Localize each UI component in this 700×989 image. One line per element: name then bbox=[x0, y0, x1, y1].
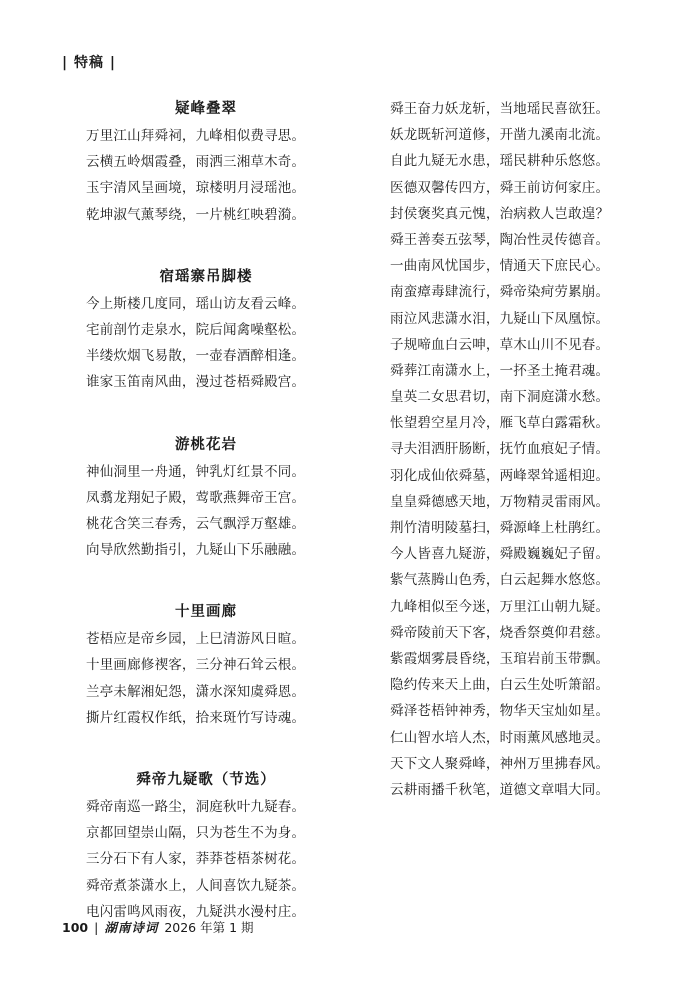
poem-line: 电闪雷鸣风雨夜，九疑洪水漫村庄。 bbox=[86, 903, 306, 920]
poem-line: 神仙洞里一舟通，钟乳灯红景不同。 bbox=[86, 463, 306, 480]
poem-line: 谁家玉笛南风曲，漫过苍梧舜殿宫。 bbox=[86, 374, 306, 391]
poem-line: 云耕雨播千秋笔，道德文章唱大同。 bbox=[390, 781, 610, 798]
poem-line: 舜帝南巡一路尘，洞庭秋叶九疑春。 bbox=[86, 799, 306, 815]
poem-line: 雨泣风悲潇水泪，九疑山下凤凰惊。 bbox=[390, 310, 610, 327]
poem bbox=[86, 96, 326, 228]
poem-title: 十里画廊 bbox=[175, 603, 237, 621]
poem-line: 桃花含笑三春秀，云气飘浮万壑雄。 bbox=[86, 515, 306, 532]
poem bbox=[86, 432, 326, 564]
poem-line: 皇皇舜德感天地，万物精灵雷雨风。 bbox=[390, 493, 610, 510]
poem-line: 舜王奋力妖龙斩，当地瑶民喜欲狂。 bbox=[390, 101, 610, 117]
right-column bbox=[390, 96, 630, 803]
poem-line: 舜帝煮茶潇水上，人间喜饮九疑茶。 bbox=[86, 877, 306, 894]
poem-line: 凤翥龙翔妃子殿，莺歌燕舞帝王宫。 bbox=[86, 489, 306, 506]
poem-line: 舜帝陵前天下客，烧香祭奠仰君慈。 bbox=[390, 624, 610, 641]
poem-line: 撕片红霞权作纸，拾来斑竹写诗魂。 bbox=[86, 709, 306, 726]
poem-line: 隐约传来天上曲，白云生处听箫韶。 bbox=[390, 677, 610, 694]
poem-line: 天下文人聚舜峰，神州万里拂春风。 bbox=[390, 755, 610, 772]
page-footer bbox=[62, 919, 254, 937]
poem-line: 半缕炊烟飞易散，一壶春酒醉相逢。 bbox=[86, 348, 306, 365]
magazine-title: 湖南诗词 bbox=[104, 920, 159, 935]
poem-line: 怅望碧空星月冷，雁飞草白露霜秋。 bbox=[390, 415, 610, 432]
poem-title: 舜帝九疑歌（节选） bbox=[136, 771, 276, 788]
poem-line: 羽化成仙依舜墓，两峰翠耸遥相迎。 bbox=[390, 467, 610, 484]
poem-line: 妖龙既斩河道修，开凿九溪南北流。 bbox=[390, 127, 610, 144]
poem-line: 南蛮瘴毒肆流行，舜帝染疴劳累崩。 bbox=[390, 284, 610, 301]
poem-line: 荆竹清明陵墓扫，舜源峰上杜鹃红。 bbox=[390, 520, 610, 536]
poem-title: 疑峰叠翠 bbox=[175, 100, 237, 117]
poem-title: 宿瑶寨吊脚楼 bbox=[159, 267, 253, 285]
poem-line: 向导欣然勤指引，九疑山下乐融融。 bbox=[86, 542, 306, 559]
poem-line: 今人皆喜九疑游，舜殿巍巍妃子留。 bbox=[390, 546, 610, 563]
poem-line: 九峰相似至今迷，万里江山朝九疑。 bbox=[390, 598, 610, 615]
poem-line: 自此九疑无水患，瑶民耕种乐悠悠。 bbox=[390, 153, 610, 170]
poem-line: 宅前剖竹走泉水，院后闻禽噪壑松。 bbox=[86, 321, 306, 338]
poem bbox=[86, 264, 326, 396]
poem-line: 皇英二女思君切，南下洞庭潇水愁。 bbox=[390, 389, 610, 406]
poem-line: 苍梧应是帝乡园，上巳清游风日暄。 bbox=[86, 631, 306, 648]
poem-line: 乾坤淑气薰琴绕，一片桃红映碧漪。 bbox=[86, 206, 306, 223]
poem-line: 三分石下有人家，莽莽苍梧茶树花。 bbox=[86, 851, 306, 868]
poem-line: 紫气蒸腾山色秀，白云起舞水悠悠。 bbox=[390, 572, 610, 589]
poem-line: 紫霞烟雾晨昏绕，玉琯岩前玉带飘。 bbox=[390, 650, 610, 667]
poem-line: 舜泽苍梧钟神秀，物华天宝灿如星。 bbox=[390, 703, 610, 720]
poem bbox=[86, 599, 326, 731]
poem-line: 子规啼血白云呻，草木山川不见春。 bbox=[390, 336, 610, 353]
poem bbox=[86, 767, 326, 925]
poem-line: 舜王善奏五弦琴，陶冶性灵传德音。 bbox=[390, 231, 610, 248]
poem-line: 医德双馨传四方，舜王前访何家庄。 bbox=[390, 179, 610, 196]
poem-line: 仁山智水培人杰，时雨薰风感地灵。 bbox=[390, 729, 610, 746]
poem-line: 京都回望崇山隔，只为苍生不为身。 bbox=[86, 825, 306, 842]
section-tag: | 特稿 | bbox=[62, 55, 116, 71]
left-column bbox=[86, 96, 326, 961]
poem-line: 兰亭未解湘妃怨，潇水深知虞舜恩。 bbox=[86, 683, 306, 700]
poem-line: 舜葬江南潇水上，一抔圣土掩君魂。 bbox=[390, 362, 610, 379]
poem-line: 寻夫泪洒肝肠断，抚竹血痕妃子情。 bbox=[390, 441, 610, 458]
poem-line: 玉宇清风呈画境，琼楼明月浸瑶池。 bbox=[86, 180, 306, 197]
poem-line: 今上斯楼几度同，瑶山访友看云峰。 bbox=[86, 295, 306, 312]
poem-line: 封侯褒奖真元愧，治病救人岂敢遑？ bbox=[390, 205, 610, 222]
poem-title: 游桃花岩 bbox=[175, 435, 237, 453]
issue-label: 2026 年第 1 期 bbox=[164, 920, 254, 935]
footer-separator: | bbox=[94, 920, 99, 935]
page-number: 100 bbox=[62, 920, 89, 935]
poem-line: 十里画廊修禊客，三分神石耸云根。 bbox=[86, 657, 306, 674]
poem-line: 云横五岭烟霞叠，雨洒三湘草木奇。 bbox=[86, 154, 306, 171]
poem-line: 万里江山拜舜祠，九峰相似费寻思。 bbox=[86, 128, 306, 144]
poem-line: 一曲南风忧国步，情通天下庶民心。 bbox=[390, 258, 610, 275]
